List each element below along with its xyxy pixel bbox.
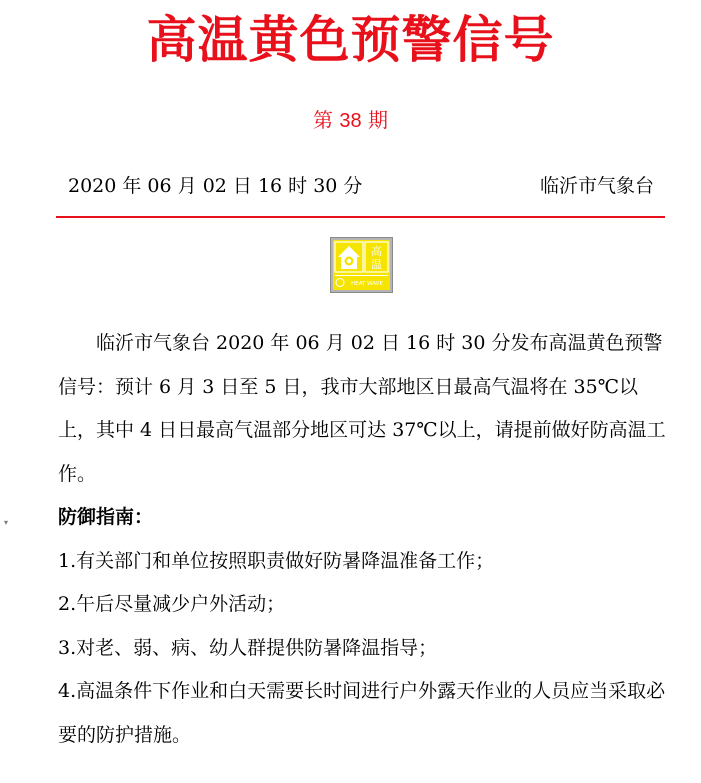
signal-label-top: 高 <box>371 245 382 258</box>
signal-label-english: HEAT WAVE <box>351 281 383 287</box>
warning-paragraph: 临沂市气象台 2020 年 06 月 02 日 16 时 30 分发布高温黄色预警信号：预计 6 月 3 日至 5 日，我市大部地区日最高气温将在 35℃以上，其中 4 日日最高气温部分地区可达 37℃以上，请提前做好防高温工作。 <box>58 332 666 485</box>
guide-item: 1.有关部门和单位按照职责做好防暑降温准备工作； <box>58 549 495 572</box>
guide-heading: 防御指南： <box>58 506 154 528</box>
issued-time: 2020 年 06 月 02 日 16 时 30 分 <box>68 175 363 197</box>
guide-item: 4.高温条件下作业和白天需要长时间进行户外露天作业的人员应当采取必要的防护措施。 <box>58 680 666 746</box>
high-temperature-yellow-warning-icon <box>330 237 393 293</box>
guide-item: 2.午后尽量减少户外活动； <box>58 593 286 615</box>
guide-item: 3.对老、弱、病、幼人群提供防暑降温指导； <box>58 636 438 659</box>
page-title: 高温黄色预警信号 <box>146 11 555 69</box>
paragraph-marker-icon: ▾ <box>4 518 9 527</box>
warning-body <box>58 322 668 757</box>
issue-number <box>0 106 701 135</box>
issue-prefix: 第 <box>313 108 334 132</box>
issuer-name: 临沂市气象台 <box>539 175 654 197</box>
signal-label-bottom: 温 <box>371 258 382 271</box>
issue-suffix: 期 <box>367 108 388 132</box>
issue-number-value: 38 <box>339 110 362 132</box>
issue-meta-row <box>68 172 654 200</box>
header-divider <box>56 216 665 218</box>
